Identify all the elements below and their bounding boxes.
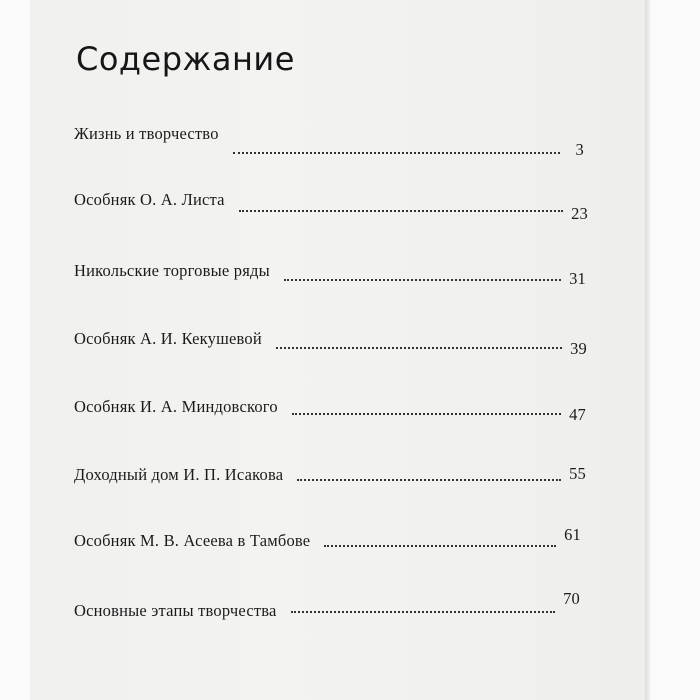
toc-entry bbox=[74, 465, 586, 485]
toc-dot-leader bbox=[324, 544, 556, 547]
toc-entry-title: Особняк А. И. Кекушевой bbox=[74, 329, 262, 348]
toc-dot-leader bbox=[291, 610, 556, 613]
toc-dot-leader bbox=[284, 278, 561, 281]
toc-dot-leader bbox=[297, 478, 561, 481]
toc-entry-title: Никольские торговые ряды bbox=[74, 261, 270, 280]
toc-entry-title: Доходный дом И. П. Исакова bbox=[74, 465, 284, 484]
toc-entry-page: 61 bbox=[564, 525, 581, 544]
toc-entry bbox=[74, 589, 580, 621]
page-title: Содержание bbox=[76, 40, 295, 78]
toc-entry-page: 70 bbox=[563, 589, 580, 608]
toc-dot-leader bbox=[292, 412, 561, 415]
toc-entry bbox=[74, 190, 588, 223]
toc-entry bbox=[74, 261, 586, 288]
toc-entry-title: Особняк О. А. Листа bbox=[74, 190, 225, 209]
toc-dot-leader bbox=[239, 209, 563, 212]
toc-entry bbox=[74, 329, 587, 358]
toc-entry-page: 39 bbox=[570, 339, 587, 358]
toc-entry-page: 55 bbox=[569, 464, 586, 483]
toc-entry-page: 47 bbox=[569, 405, 586, 424]
book-page bbox=[30, 0, 645, 700]
toc-entry-page: 23 bbox=[571, 204, 588, 223]
toc-dot-leader bbox=[233, 151, 560, 154]
toc-entry bbox=[74, 124, 584, 159]
toc-entry-page: 3 bbox=[575, 140, 584, 159]
toc-entry bbox=[74, 525, 581, 551]
toc-entry-page: 31 bbox=[569, 269, 586, 288]
toc-entry-title: Особняк И. А. Миндовского bbox=[74, 397, 278, 416]
toc-entry-title: Особняк М. В. Асеева в Тамбове bbox=[74, 531, 311, 550]
toc-entry bbox=[74, 397, 586, 424]
toc-entry-title: Основные этапы творчества bbox=[74, 601, 277, 620]
toc-entry-title: Жизнь и творчество bbox=[74, 124, 219, 143]
toc-dot-leader bbox=[276, 346, 562, 349]
